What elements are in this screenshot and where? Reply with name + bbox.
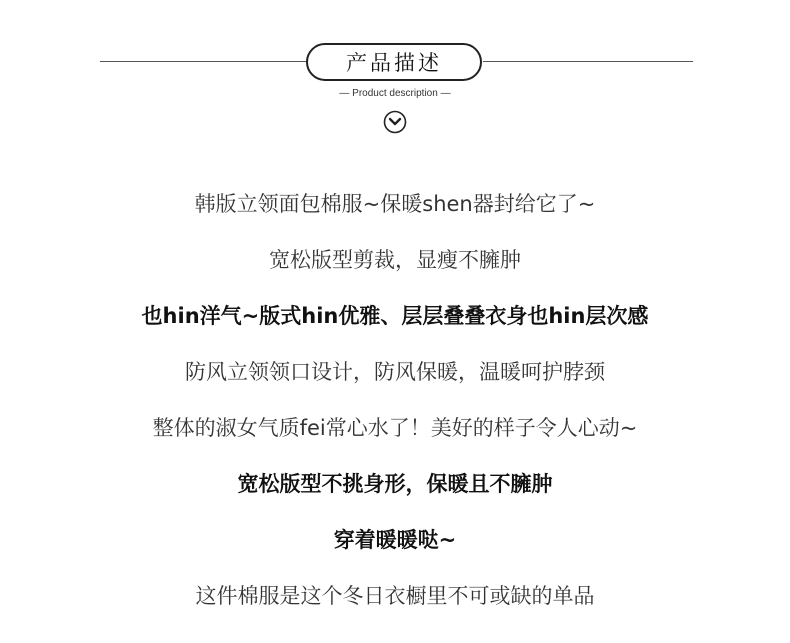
chevron-down-circle-icon (383, 110, 407, 134)
section-subtitle: — Product description — (339, 88, 451, 99)
description-line: 宽松版型不挑身形，保暖且不臃肿 (237, 472, 553, 496)
description-line: 这件棉服是这个冬日衣橱里不可或缺的单品 (195, 584, 595, 608)
description-line: 防风立领领口设计，防风保暖，温暖呵护脖颈 (185, 360, 605, 384)
description-line: 穿着暖暖哒~ (333, 528, 457, 552)
description-line: 宽松版型剪裁，显瘦不臃肿 (269, 248, 521, 272)
section-title: 产品描述 (306, 43, 482, 81)
description-line: 韩版立领面包棉服~保暖shen器封给它了~ (194, 192, 596, 216)
header-rule-right (483, 61, 693, 62)
description-line: 整体的淑女气质fei常心水了！美好的样子令人心动~ (152, 416, 638, 440)
section-header (0, 40, 790, 150)
header-rule-left (100, 61, 307, 62)
description-line: 也hin洋气~版式hin优雅、层层叠叠衣身也hin层次感 (141, 304, 649, 328)
